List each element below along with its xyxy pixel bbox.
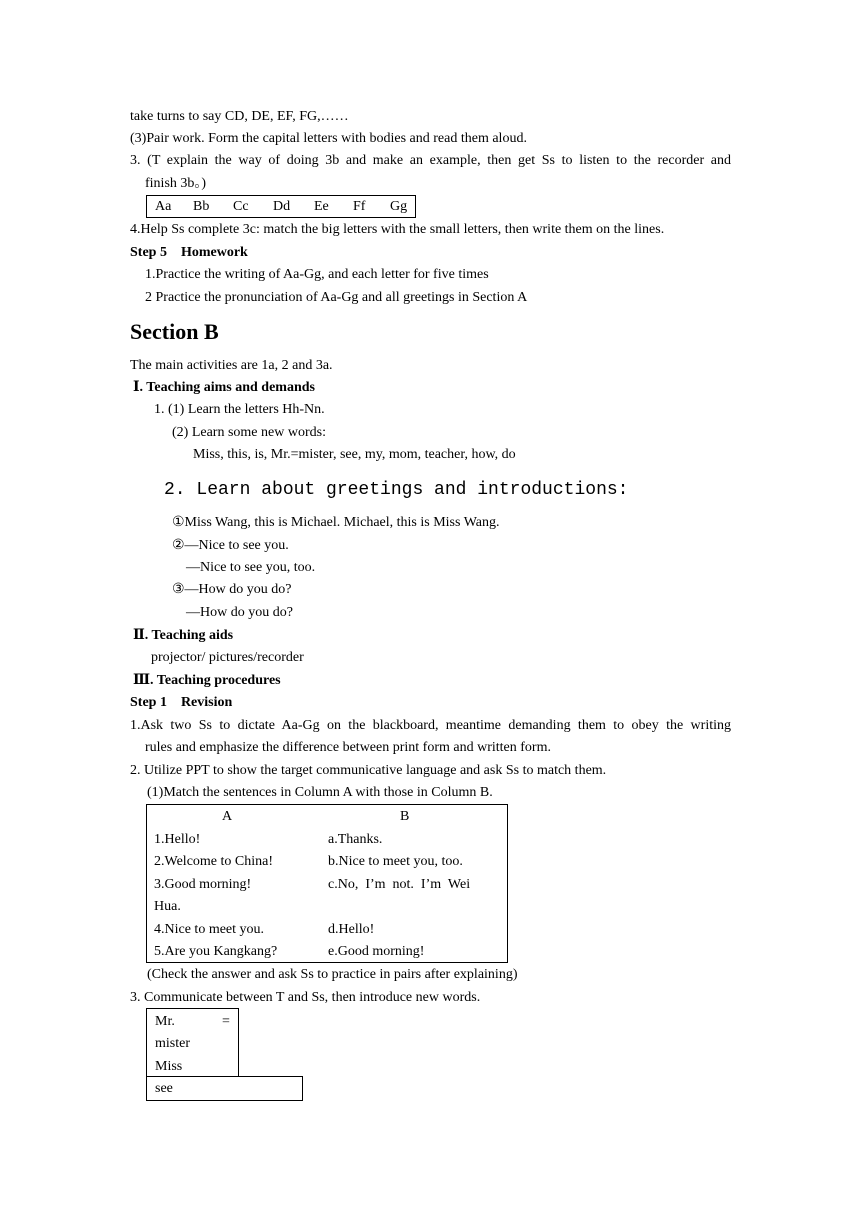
subheading: Ⅲ. Teaching procedures <box>133 673 281 688</box>
table-cell: 3.Good morning! <box>154 877 252 892</box>
text-line: rules and emphasize the difference between print form and written form. <box>145 740 551 755</box>
subheading: Ⅰ. Teaching aims and demands <box>133 380 315 395</box>
words-table-bottom <box>146 1076 303 1101</box>
table-cell: see <box>155 1081 173 1096</box>
table-cell: d.Hello! <box>328 922 375 937</box>
table-cell: Miss <box>155 1059 183 1074</box>
letter-item: Gg <box>390 199 408 214</box>
step-heading: Step 1 Revision <box>130 695 233 710</box>
letter-item: Ff <box>353 199 366 214</box>
table-cell: 2.Welcome to China! <box>154 854 274 869</box>
step-heading: Step 5 Homework <box>130 245 248 260</box>
letter-item: Ee <box>314 199 329 214</box>
table-cell: mister <box>155 1036 190 1051</box>
text-line: (1)Match the sentences in Column A with those in Column B. <box>147 785 493 800</box>
table-cell: 5.Are you Kangkang? <box>154 944 278 959</box>
table-cell: e.Good morning! <box>328 944 425 959</box>
subheading: Ⅱ. Teaching aids <box>133 628 234 643</box>
text-line: (2) Learn some new words: <box>172 425 326 440</box>
text-line: ③—How do you do? <box>172 582 292 597</box>
text-line: —How do you do? <box>186 605 293 620</box>
text-line: take turns to say CD, DE, EF, FG,…… <box>130 109 349 124</box>
table-cell: = <box>222 1014 230 1029</box>
text-line: Miss, this, is, Mr.=mister, see, my, mom, teacher, how, do <box>193 447 516 462</box>
text-line: ①Miss Wang, this is Michael. Michael, this is Miss Wang. <box>172 515 500 530</box>
letter-item: Aa <box>155 199 172 214</box>
text-line: 4.Help Ss complete 3c: match the big letters with the small letters, then write them on the lines. <box>130 222 665 237</box>
column-header-a: A <box>222 809 233 824</box>
table-cell: Hua. <box>154 899 181 914</box>
text-line: (Check the answer and ask Ss to practice in pairs after explaining) <box>147 967 518 982</box>
text-line: ②—Nice to see you. <box>172 538 289 553</box>
section-title: Section B <box>130 319 219 344</box>
text-line: 3. Communicate between T and Ss, then introduce new words. <box>130 990 481 1005</box>
table-cell: b.Nice to meet you, too. <box>328 854 463 869</box>
letters-box <box>146 195 416 218</box>
text-line: projector/ pictures/recorder <box>151 650 304 665</box>
table-cell: c.No, I’m not. I’m Wei <box>328 877 471 892</box>
table-cell: 4.Nice to meet you. <box>154 922 265 937</box>
text-line: 2 Practice the pronunciation of Aa-Gg and all greetings in Section A <box>145 290 528 305</box>
match-table <box>146 804 508 963</box>
table-cell: Mr. <box>155 1014 175 1029</box>
column-header-b: B <box>400 809 410 824</box>
text-line: 3. (T explain the way of doing 3b and make an example, then get Ss to listen to the recorder and <box>130 153 731 168</box>
text-line: finish 3b。) <box>145 176 207 191</box>
letter-item: Bb <box>193 199 210 214</box>
text-line: 1.Practice the writing of Aa-Gg, and each letter for five times <box>145 267 489 282</box>
text-line: 1. (1) Learn the letters Hh-Nn. <box>154 402 325 417</box>
text-line: 1.Ask two Ss to dictate Aa-Gg on the blackboard, meantime demanding them to obey the writing <box>130 718 731 733</box>
text-line: 2. Learn about greetings and introductions: <box>164 480 629 500</box>
text-line: —Nice to see you, too. <box>186 560 316 575</box>
letter-item: Dd <box>273 199 291 214</box>
text-line: 2. Utilize PPT to show the target communicative language and ask Ss to match them. <box>130 763 607 778</box>
words-table-top <box>146 1008 239 1077</box>
table-cell: a.Thanks. <box>328 832 383 847</box>
text-line: (3)Pair work. Form the capital letters with bodies and read them aloud. <box>130 131 527 146</box>
letter-item: Cc <box>233 199 249 214</box>
table-cell: 1.Hello! <box>154 832 201 847</box>
text-line: The main activities are 1a, 2 and 3a. <box>130 358 333 373</box>
